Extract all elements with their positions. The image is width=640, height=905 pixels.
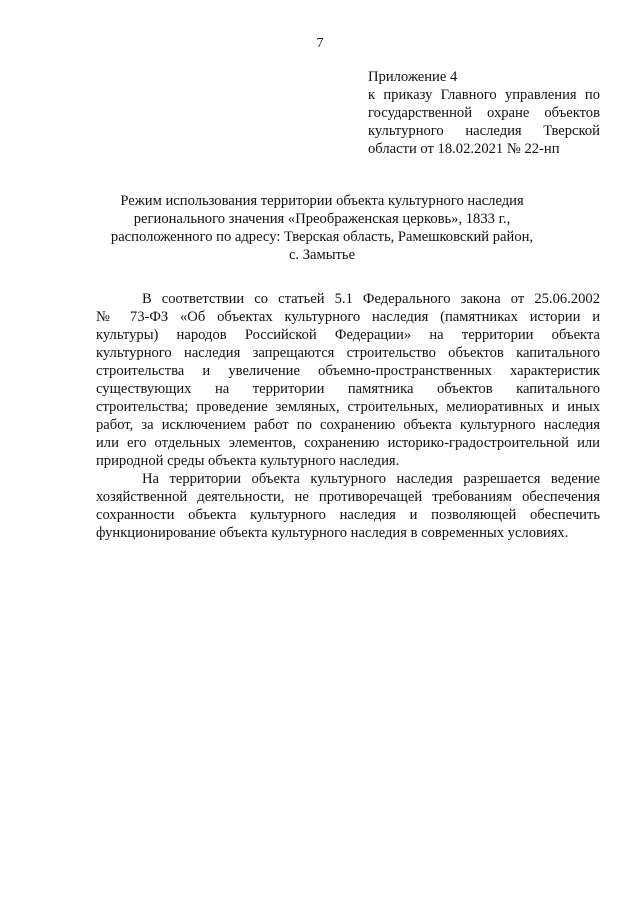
paragraph-line: № 73-ФЗ «Об объектах культурного наследия (памятниках истории и [96, 309, 600, 325]
paragraph-line: строительства; проведение земляных, строительных, мелиоративных и иных [96, 399, 600, 415]
paragraph-line: культурного наследия запрещаются строительство объектов капитального [96, 345, 600, 361]
paragraph-line: В соответствии со статьей 5.1 Федерального закона от 25.06.2002 [142, 291, 600, 307]
appendix-header [368, 68, 600, 158]
paragraph-regime-restrictions [96, 290, 600, 470]
paragraph-line: природной среды объекта культурного наследия. [96, 453, 400, 469]
title-line: с. Замытье [288, 247, 356, 263]
title-line: регионального значения «Преображенская церковь», 1833 г., [133, 211, 511, 227]
paragraph-line: культуры) народов Российской Федерации» на территории объекта [96, 327, 600, 343]
appendix-line: культурного наследия Тверской [368, 123, 600, 139]
paragraph-line: существующих на территории памятника объектов капитального [96, 381, 600, 397]
paragraph-line: или его отдельных элементов, сохранению историко-градостроительной или [96, 435, 600, 451]
paragraph-line: На территории объекта культурного наследия разрешается ведение [142, 471, 600, 487]
paragraph-line: сохранности объекта культурного наследия и позволяющей обеспечить [96, 507, 600, 523]
paragraph-line: хозяйственной деятельности, не противоречащей требованиям обеспечения [96, 489, 600, 505]
appendix-line: Приложение 4 [368, 69, 458, 85]
appendix-line: области от 18.02.2021 № 22-нп [368, 141, 560, 157]
paragraph-permitted-activity [96, 470, 600, 542]
document-title [90, 192, 554, 264]
title-line: расположенного по адресу: Тверская область, Рамешковский район, [110, 229, 534, 245]
page-number: 7 [316, 36, 324, 51]
paragraph-line: работ, за исключением работ по сохранению объекта культурного наследия [96, 417, 600, 433]
appendix-line: к приказу Главного управления по [368, 87, 600, 103]
paragraph-line: функционирование объекта культурного наследия в современных условиях. [96, 525, 569, 541]
title-line: Режим использования территории объекта культурного наследия [120, 193, 524, 209]
paragraph-line: строительства и увеличение объемно-пространственных характеристик [96, 363, 600, 379]
appendix-line: государственной охране объектов [368, 105, 600, 121]
document-body [96, 290, 600, 542]
